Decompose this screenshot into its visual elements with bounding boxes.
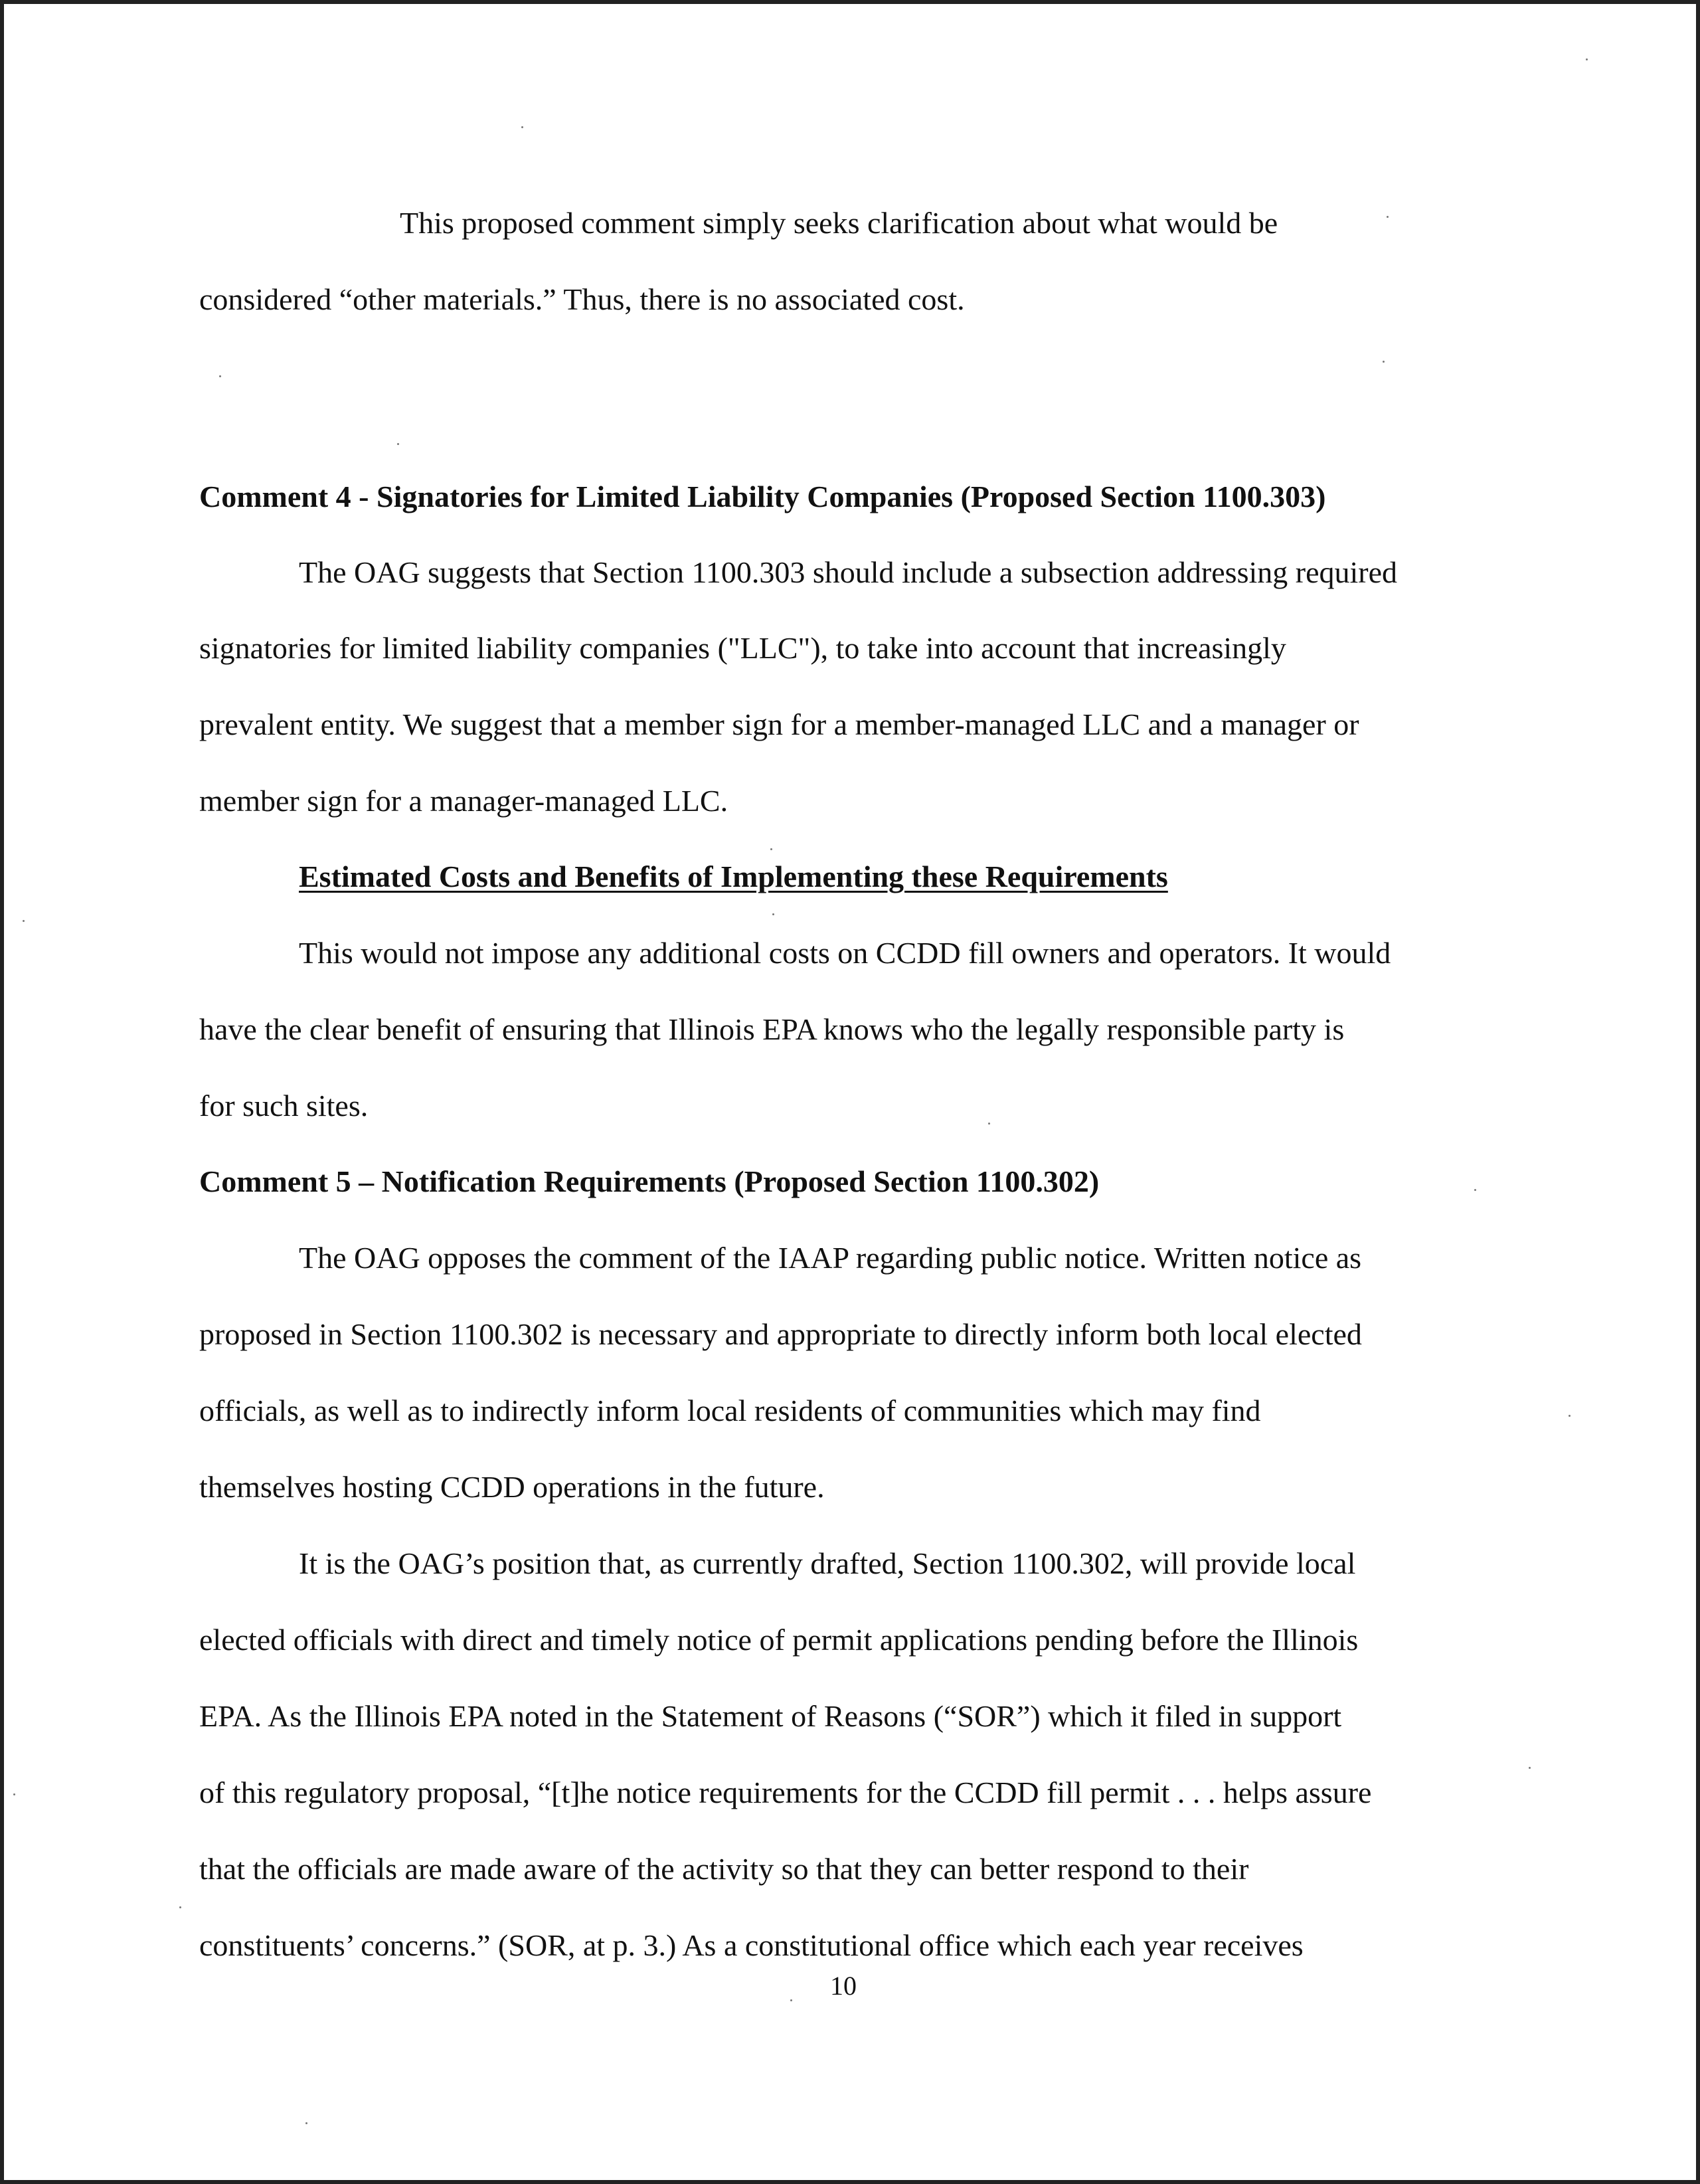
scan-speck <box>305 2122 307 2124</box>
scan-speck <box>13 1793 15 1795</box>
scan-speck <box>1474 1189 1476 1191</box>
comment-5-line-7: EPA. As the Illinois EPA noted in the Statement of Reasons (“SOR”) which it filed in support <box>199 1699 1342 1733</box>
comment-4-line-4: member sign for a manager-managed LLC. <box>199 784 728 818</box>
costs-line-3: for such sites. <box>199 1089 369 1123</box>
scan-speck <box>1387 216 1389 218</box>
comment-4-line-3: prevalent entity. We suggest that a member sign for a member-managed LLC and a manager or <box>199 707 1359 741</box>
scan-speck <box>1383 361 1385 363</box>
paragraph-line-1: This proposed comment simply seeks clarification about what would be <box>400 206 1278 240</box>
costs-line-1: This would not impose any additional costs on CCDD fill owners and operators. It would <box>299 936 1391 970</box>
estimated-costs-subheading: Estimated Costs and Benefits of Implementing these Requirements <box>299 860 1168 893</box>
comment-5-line-4: themselves hosting CCDD operations in the future. <box>199 1470 825 1504</box>
comment-5-line-2: proposed in Section 1100.302 is necessary and appropriate to directly inform both local elected <box>199 1317 1362 1351</box>
comment-5-line-3: officials, as well as to indirectly inform local residents of communities which may find <box>199 1394 1261 1427</box>
scan-speck <box>988 1123 990 1125</box>
scan-speck <box>772 913 774 915</box>
page-number: 10 <box>830 1971 857 2001</box>
costs-line-2: have the clear benefit of ensuring that Illinois EPA knows who the legally responsible party is <box>199 1012 1345 1046</box>
scan-speck <box>790 1999 792 2001</box>
scan-speck <box>1586 58 1588 60</box>
scan-speck <box>770 848 772 850</box>
scan-speck <box>1569 1415 1571 1417</box>
comment-5-line-10: constituents’ concerns.” (SOR, at p. 3.) As a constitutional office which each year receives <box>199 1928 1304 1962</box>
paragraph-line-2: considered “other materials.” Thus, there is no associated cost. <box>199 282 965 316</box>
comment-4-line-1: The OAG suggests that Section 1100.303 should include a subsection addressing required <box>299 555 1398 589</box>
comment-4-line-2: signatories for limited liability companies ("LLC"), to take into account that increasingly <box>199 631 1286 665</box>
comment-5-line-5: It is the OAG’s position that, as currently drafted, Section 1100.302, will provide local <box>299 1546 1356 1580</box>
scan-speck <box>397 443 399 445</box>
comment-5-line-1: The OAG opposes the comment of the IAAP regarding public notice. Written notice as <box>299 1241 1362 1275</box>
scan-speck <box>179 1906 181 1908</box>
comment-4-heading: Comment 4 - Signatories for Limited Liability Companies (Proposed Section 1100.303) <box>199 480 1326 513</box>
comment-5-line-6: elected officials with direct and timely notice of permit applications pending before the Illinois <box>199 1623 1359 1657</box>
comment-5-line-8: of this regulatory proposal, “[t]he notice requirements for the CCDD fill permit . . . helps assure <box>199 1775 1372 1809</box>
scan-speck <box>521 126 523 128</box>
comment-5-heading: Comment 5 – Notification Requirements (Proposed Section 1100.302) <box>199 1164 1100 1198</box>
comment-5-line-9: that the officials are made aware of the activity so that they can better respond to their <box>199 1852 1249 1886</box>
scan-speck <box>219 375 221 377</box>
scan-speck <box>23 920 25 922</box>
scan-speck <box>1529 1767 1531 1769</box>
